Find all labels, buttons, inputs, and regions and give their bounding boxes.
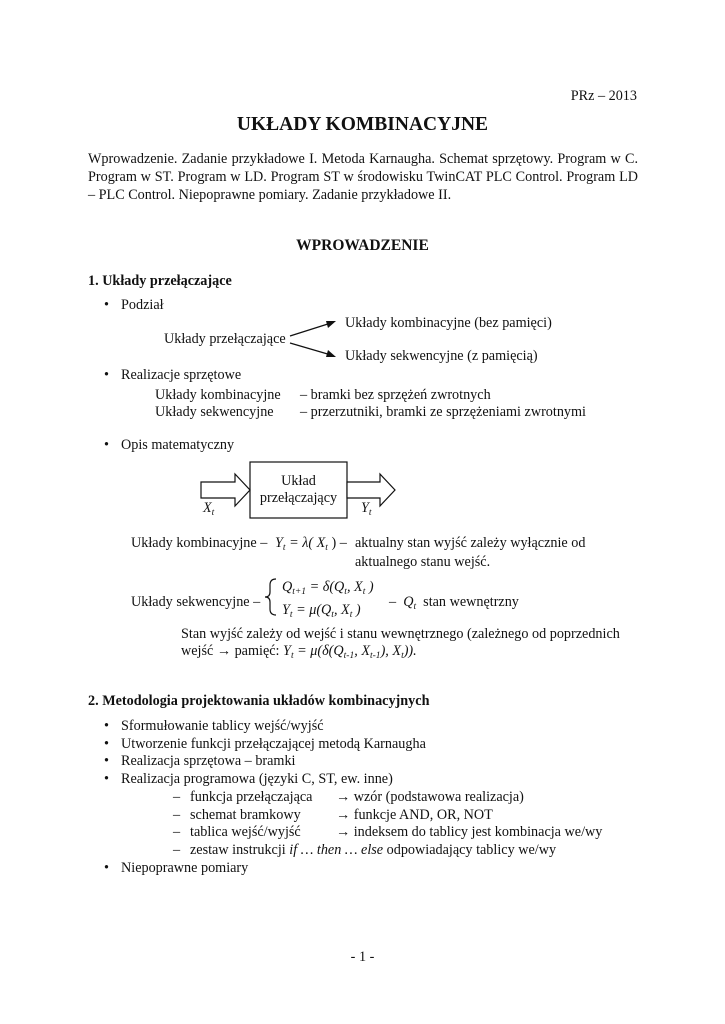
s2-bullet-4: • Realizacja programowa (języki C, ST, ew. inne) <box>121 770 393 788</box>
hw-row-2-right: – przerzutniki, bramki ze sprzężeniami zwrotnymi <box>300 404 587 420</box>
s2-sub-2-left: – schemat bramkowy <box>190 806 301 824</box>
hw-row-2-left: Układy sekwencyjne <box>155 404 274 420</box>
s2-bullet-2: • Utworzenie funkcji przełączającej metodą Karnaugha <box>121 735 426 753</box>
sekw-eq-1: $Q_{t+1} = \delta(Q_t$, $X_t$ ) <box>282 579 374 597</box>
s2-sub-1-left: – funkcja przełączająca <box>190 788 312 806</box>
intro-paragraph: Wprowadzenie. Zadanie przykładowe I. Metoda Karnaugha. Schemat sprzętowy. Program w C. Program w ST. Program w LD. Program ST w środowisku TwinCAT PLC Control. Program LD – PLC Control. Niepoprawne pomiary. Zadanie przykładowe II. <box>88 151 638 203</box>
s2-bullet-1: • Sformułowanie tablicy wejść/wyjść <box>121 717 324 735</box>
split-arrow-top <box>290 323 331 336</box>
s2-bullet-5: • Niepoprawne pomiary <box>121 859 248 877</box>
section-1-title: 1. Układy przełączające <box>88 273 232 289</box>
bullet-realizacje: • Realizacje sprzętowe <box>121 366 241 384</box>
input-label: $X_t$ <box>203 500 215 518</box>
header-date: PRz – 2013 <box>570 88 637 104</box>
split-top-label: Układy kombinacyjne (bez pamięci) <box>345 315 552 331</box>
state-line-1: Stan wyjść zależy od wejść i stanu wewnętrznego (zależnego od poprzednich <box>181 626 620 642</box>
bullet-podzial: • Podział <box>121 296 164 314</box>
komb-label: Układy kombinacyjne – <box>131 535 268 551</box>
sekw-q-desc: – $Q_t$ stan wewnętrzny <box>389 594 519 612</box>
komb-desc-2: aktualnego stanu wejść. <box>355 554 491 570</box>
s2-bullet-3: • Realizacja sprzętowa – bramki <box>121 752 296 770</box>
page-title: UKŁADY KOMBINACYJNE <box>236 114 489 135</box>
section-heading: WPROWADZENIE <box>296 237 429 254</box>
box-line-1: Układ <box>281 473 316 489</box>
hw-row-1-left: Układy kombinacyjne <box>155 387 281 403</box>
box-line-2: przełączający <box>259 490 338 506</box>
section-2-title: 2. Metodologia projektowania układów kombinacyjnych <box>88 693 430 709</box>
split-arrowhead-top <box>326 321 336 328</box>
sekw-label: Układy sekwencyjne – <box>131 594 261 610</box>
komb-desc-1: aktualny stan wyjść zależy wyłącznie od <box>355 535 586 551</box>
s2-sub-2-right: → funkcje AND, OR, NOT <box>336 807 493 823</box>
output-label: $Y_t$ <box>361 500 372 518</box>
split-root-label: Układy przełączające <box>164 331 286 347</box>
equation-brace <box>265 579 276 615</box>
s2-sub-3-right: → indeksem do tablicy jest kombinacja we/wy <box>336 824 603 840</box>
split-arrow-bottom <box>290 343 331 355</box>
split-arrowhead-bottom <box>326 350 336 357</box>
komb-formula: $Y_t = \lambda$( $X_t$ ) – <box>275 535 347 553</box>
hw-row-1-right: – bramki bez sprzężeń zwrotnych <box>300 387 491 403</box>
state-line-2: wejść → pamięć: $Y_t = \mu(\delta(Q_{t-1}$, $X_{t-1}$), $X_t$)). <box>181 643 417 661</box>
bullet-opis: • Opis matematyczny <box>121 436 234 454</box>
sekw-eq-2: $Y_t = \mu(Q_t$, $X_t$ ) <box>282 602 361 620</box>
s2-sub-3-left: – tablica wejść/wyjść <box>190 823 301 841</box>
split-bottom-label: Układy sekwencyjne (z pamięcią) <box>345 348 538 364</box>
page-number: - 1 - <box>350 949 375 965</box>
s2-sub-4: – zestaw instrukcji if … then … else odpowiadający tablicy we/wy <box>190 841 556 859</box>
s2-sub-1-right: → wzór (podstawowa realizacja) <box>336 789 524 805</box>
